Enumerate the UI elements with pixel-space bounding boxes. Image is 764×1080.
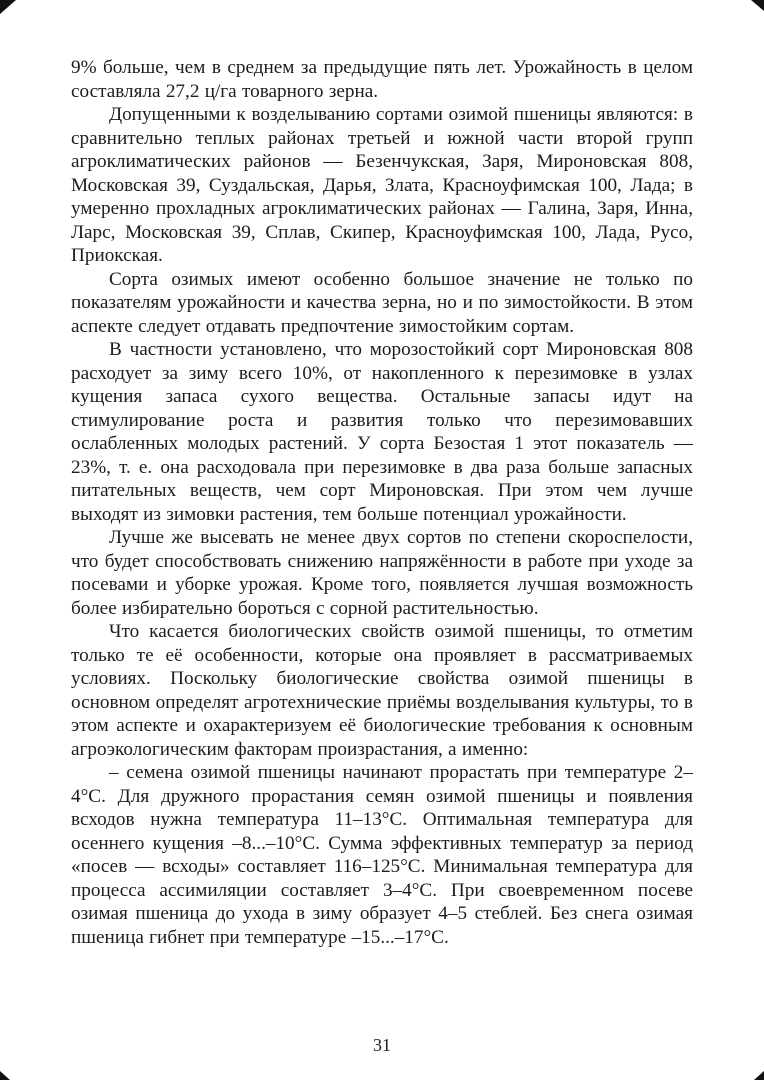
scan-artifact-bottom-left [0,1071,10,1080]
paragraph-mironovskaya-808: В частности установлено, что морозостойкий сорт Мироновская 808 расходует за зиму всего 10%, от накопленного к перезимовке в узлах кущения запаса сухого вещества. Остальные запасы идут на стимулирование роста и развития только что перезимовавших ослабленных молодых растений. У сорта Безостая 1 этот показатель — 23%, т. е. она расходовала при перезимовке в два раза больше запасных питательных веществ, чем сорт Мироновская. При этом чем лучше выходят из зимовки растения, тем больше потенциал урожайности. [71,339,693,525]
scan-artifact-top-left [0,0,16,14]
paragraph-biological-properties: Что касается биологических свойств озимой пшеницы, то отметим только те её особенности, которые она проявляет в рассматриваемых условиях. Поскольку биологические свойства озимой пшеницы в основном определят агротехнические приёмы возделывания культуры, то в этом аспекте и охарактеризуем её биологические требования к основным агроэкологическим факторам произрастания, а именно: [71,621,693,760]
paragraph-yield-summary: 9% больше, чем в среднем за предыдущие пять лет. Урожайность в целом составляла 27,2 ц/га товарного зерна. [71,57,693,102]
page-number: 31 [373,1035,391,1055]
paragraph-two-varieties-advice: Лучше же высевать не менее двух сортов по степени скороспелости, что будет способствовать снижению напряжённости в работе при уходе за посевами и уборке урожая. Кроме того, появляется лучшая возможность более избирательно бороться с сорной растительностью. [71,527,693,619]
paragraph-temperature-requirements: – семена озимой пшеницы начинают прорастать при температуре 2–4°С. Для дружного прорастания семян озимой пшеницы и появления всходов нужна температура 11–13°С. Оптимальная температура для осеннего кущения –8...–10°С. Сумма эффективных температур за период «посев — всходы» составляет 116–125°С. Минимальная температура для процесса ассимиляции составляет 3–4°С. При своевременном посеве озимая пшеница до ухода в зиму образует 4–5 стеблей. Без снега озимая пшеница гибнет при температуре –15...–17°С. [71,762,693,948]
scan-artifact-top-right [751,0,764,11]
paragraph-winter-hardiness: Сорта озимых имеют особенно большое значение не только по показателям урожайности и качества зерна, но и по зимостойкости. В этом аспекте следует отдавать предпочтение зимостойким сортам. [71,268,693,337]
scan-artifact-bottom-right [754,1071,764,1080]
page-body [71,56,693,949]
paragraph-approved-varieties: Допущенными к возделыванию сортами озимой пшеницы являются: в сравнительно теплых районах третьей и южной части второй групп агроклиматических районов — Безенчукская, Заря, Мироновская 808, Московская 39, Суздальская, Дарья, Злата, Красноуфимская 100, Лада; в умеренно прохладных агроклиматических районах — Галина, Заря, Инна, Ларс, Московская 39, Сплав, Скипер, Красноуфимская 100, Лада, Русо, Приокская. [71,104,693,266]
